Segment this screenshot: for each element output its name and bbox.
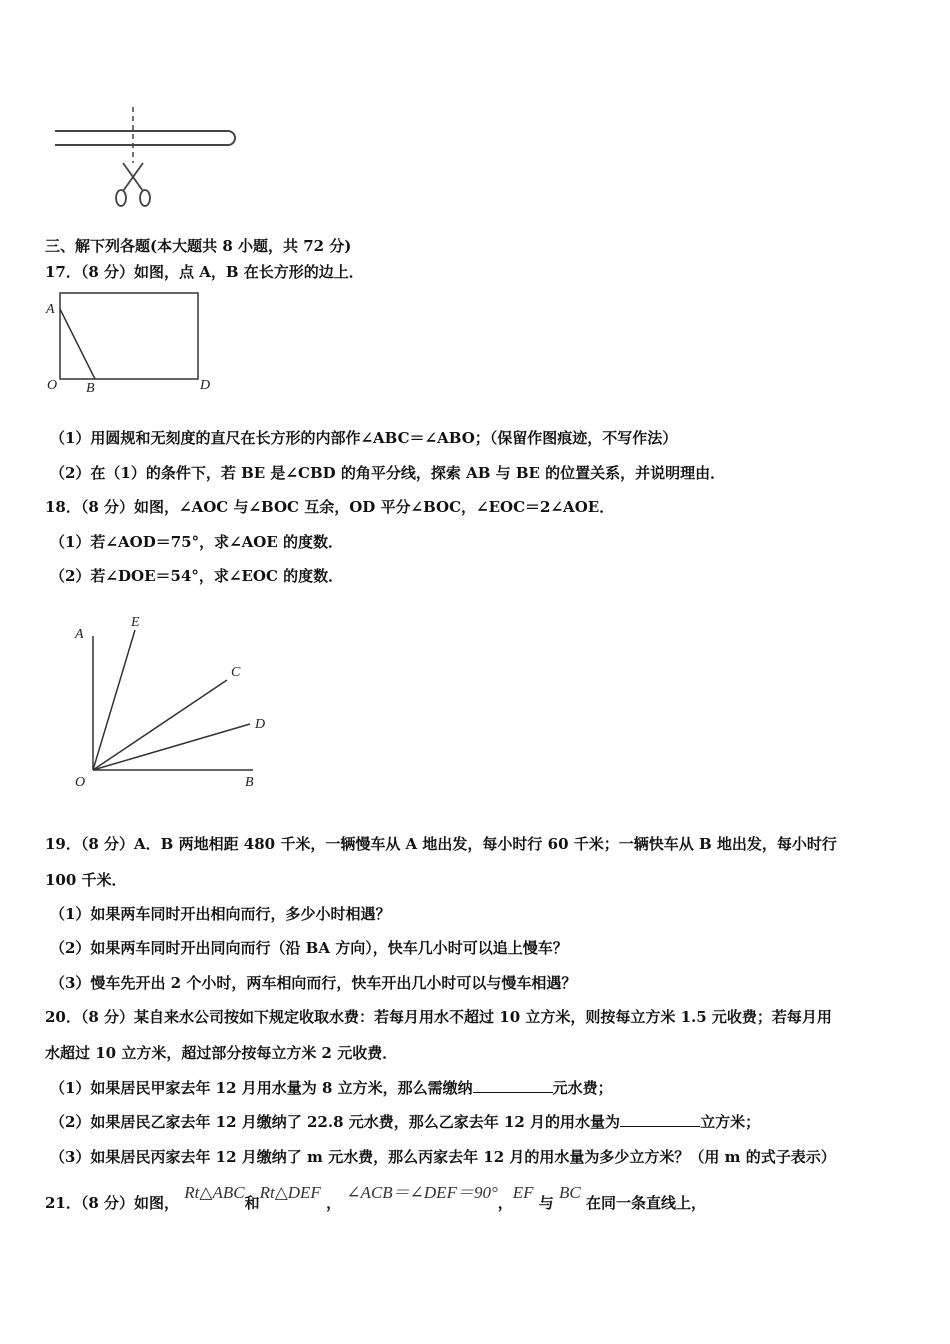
q21-rt-abc: Rt△ABC xyxy=(184,1183,245,1202)
q17-part2: （2）在（1）的条件下，若 BE 是∠CBD 的角平分线，探索 AB 与 BE 的位置关系，并说明理由． xyxy=(50,464,726,482)
q18-label-d: D xyxy=(255,717,266,732)
q17-rectangle-figure xyxy=(40,285,220,400)
q18-label-c: C xyxy=(231,665,241,680)
q18-label-b: B xyxy=(245,775,254,790)
q19-part3: （3）慢车先开出 2 个小时，两车相向而行，快车开出几小时可以与慢车相遇？ xyxy=(50,974,577,992)
q19-part1: （1）如果两车同时开出相向而行，多少小时相遇？ xyxy=(50,905,391,923)
q21-yu: 与 xyxy=(538,1194,554,1212)
q20-stem-line1: 20．（8 分）某自来水公司按如下规定收取水费：若每月用水不超过 10 立方米，则按每立方米 1.5 元收费；若每月用 xyxy=(45,1008,832,1026)
q20-stem-line2: 水超过 10 立方米，超过部分按每立方米 2 元收费． xyxy=(45,1044,398,1062)
q18-label-e: E xyxy=(131,615,140,630)
q18-label-o: O xyxy=(75,775,86,790)
q19-stem-line2: 100 千米． xyxy=(45,871,127,889)
q17-part1: （1）用圆规和无刻度的直尺在长方形的内部作∠ABC＝∠ABO；（保留作图痕迹，不写作法） xyxy=(50,429,678,447)
q19-part2: （2）如果两车同时开出同向而行（沿 BA 方向），快车几小时可以追上慢车？ xyxy=(50,939,568,957)
q21-ef: EF xyxy=(512,1183,534,1202)
q20-part1-blank xyxy=(473,1078,553,1093)
q17-stem: 17．（8 分）如图，点 A，B 在长方形的边上． xyxy=(45,263,364,281)
q17-label-b: B xyxy=(86,381,95,396)
q20-part2-unit: 立方米； xyxy=(700,1113,761,1131)
q18-stem: 18．（8 分）如图，∠AOC 与∠BOC 互余，OD 平分∠BOC，∠EOC＝2∠AOE． xyxy=(45,498,615,516)
scissors-figure xyxy=(50,105,250,215)
q18-part1: （1）若∠AOD＝75°，求∠AOE 的度数． xyxy=(50,533,344,551)
q21-stem xyxy=(45,1183,707,1216)
q21-suffix: 在同一条直线上， xyxy=(586,1194,707,1212)
q20-part3: （3）如果居民丙家去年 12 月缴纳了 m 元水费，那么丙家去年 12 月的用水量为多少立方米？（用 m 的式子表示） xyxy=(50,1148,836,1166)
q21-comma1: ， xyxy=(326,1194,342,1212)
q21-prefix: 21．（8 分）如图， xyxy=(45,1194,180,1212)
q17-label-a: A xyxy=(46,302,55,317)
q21-angles: ∠ACB＝∠DEF＝90° xyxy=(346,1183,498,1202)
q17-label-o: O xyxy=(47,378,58,393)
q21-and: 和 xyxy=(244,1194,260,1212)
q17-label-d: D xyxy=(200,378,211,393)
q21-bc: BC xyxy=(559,1183,581,1202)
q20-part1 xyxy=(50,1078,613,1098)
q19-stem-line1: 19．（8 分）A．B 两地相距 480 千米，一辆慢车从 A 地出发，每小时行 60 千米；一辆快车从 B 地出发，每小时行 xyxy=(45,835,837,853)
q20-part1-unit: 元水费； xyxy=(552,1079,613,1097)
scissors-icon xyxy=(116,163,150,206)
q20-part2-blank xyxy=(620,1112,700,1127)
q20-part2-text: （2）如果居民乙家去年 12 月缴纳了 22.8 元水费，那么乙家去年 12 月的用水量为 xyxy=(50,1113,621,1131)
q20-part2 xyxy=(50,1112,760,1132)
section-heading: 三、解下列各题(本大题共 8 小题，共 72 分) xyxy=(45,237,352,255)
q20-part1-text: （1）如果居民甲家去年 12 月用水量为 8 立方米，那么需缴纳 xyxy=(50,1079,473,1097)
q21-rt-def: Rt△DEF xyxy=(259,1183,321,1202)
q18-angle-figure xyxy=(65,608,285,798)
q18-label-a: A xyxy=(75,627,84,642)
q21-comma2: ， xyxy=(497,1194,513,1212)
q18-part2: （2）若∠DOE＝54°，求∠EOC 的度数． xyxy=(50,567,344,585)
